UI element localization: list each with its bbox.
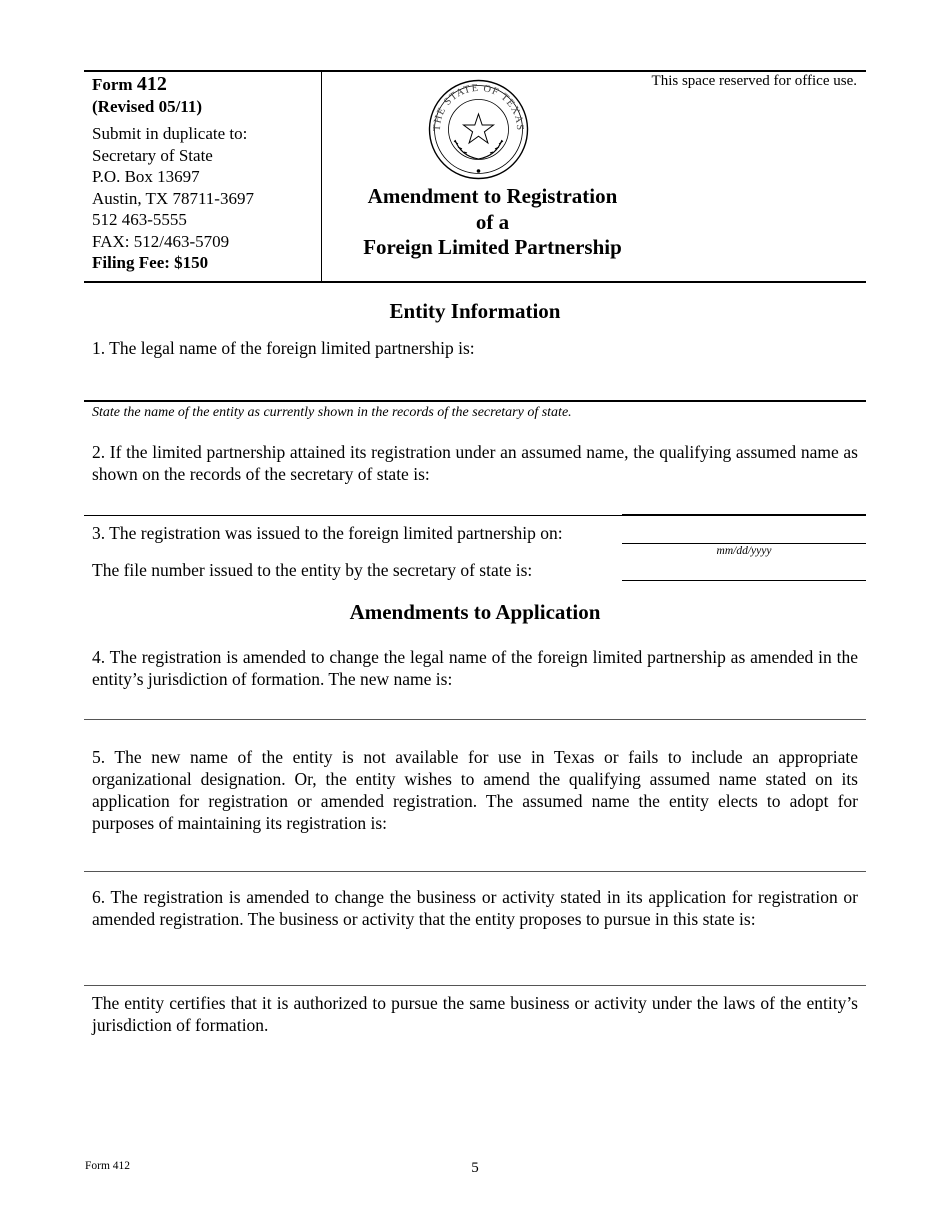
page-number: 5 — [471, 1160, 479, 1176]
title-line: of a — [475, 209, 510, 234]
filing-fee: Filing Fee: $150 — [92, 253, 209, 272]
elected-assumed-name-field[interactable] — [92, 846, 862, 870]
business-activity-field[interactable] — [92, 960, 862, 984]
header-bottom-rule — [84, 281, 866, 283]
title-line: Amendment to Registration — [367, 184, 618, 208]
new-legal-name-field[interactable] — [92, 694, 862, 718]
file-number-label: The file number issued to the entity by the secretary of state is: — [92, 560, 533, 580]
seal-text: THE STATE OF TEXAS — [431, 82, 526, 132]
document-title — [330, 184, 655, 261]
entity-information-heading: Entity Information — [389, 299, 561, 323]
item-3-label: 3. The registration was issued to the foreign limited partnership on: — [92, 523, 563, 543]
revised-date: (Revised 05/11) — [92, 96, 203, 116]
elected-assumed-name-rule — [84, 871, 866, 872]
submit-line: Submit in duplicate to: — [92, 124, 248, 143]
texas-state-seal-icon — [427, 78, 530, 181]
file-number-field[interactable] — [624, 556, 864, 580]
form-number: 412 — [136, 73, 167, 95]
header-top-rule — [84, 70, 866, 72]
svg-text:THE STATE OF TEXAS — [432, 83, 525, 132]
file-number-rule — [622, 580, 866, 581]
form-label: Form — [92, 75, 133, 94]
legal-name-instruction: State the name of the entity as currently shown in the records of the secretary of state. — [92, 405, 572, 420]
submit-line: Secretary of State — [92, 145, 213, 165]
certification-statement: The entity certifies that it is authorized to pursue the same business or activity under the laws of the entity’s jurisdiction of formation. — [92, 993, 858, 1035]
header-divider — [321, 71, 322, 282]
registration-date-rule — [622, 543, 866, 544]
office-use-note: This space reserved for office use. — [651, 73, 857, 89]
submit-line: FAX: 512/463-5709 — [92, 231, 230, 251]
filing-info-block — [92, 74, 317, 274]
item-5-label: 5. The new name of the entity is not available for use in Texas or fails to include an appropriate organizational designation. Or, the entity wishes to amend the qualifying assumed name stated on its application for registration or amended registration. The assumed name the entity elects to adopt for purposes of maintaining its registration is: — [92, 747, 858, 833]
new-legal-name-rule — [84, 719, 866, 720]
item-6-label: 6. The registration is amended to change the business or activity stated in its application for registration or amended registration. The business or activity that the entity proposes to pursue in this state is: — [92, 887, 858, 929]
title-line: Foreign Limited Partnership — [363, 235, 622, 259]
legal-name-field[interactable] — [92, 374, 862, 398]
registration-date-field[interactable] — [624, 518, 864, 542]
submit-line: Austin, TX 78711-3697 — [92, 188, 254, 208]
footer-form-label: Form 412 — [85, 1160, 131, 1172]
submit-line: P.O. Box 13697 — [92, 167, 200, 186]
legal-name-rule — [84, 400, 866, 402]
assumed-name-field[interactable] — [92, 490, 612, 514]
item-2-label: 2. If the limited partnership attained its registration under an assumed name, the qualifying assumed name as shown on the records of the secretary of state is: — [92, 442, 858, 484]
item-4-label: 4. The registration is amended to change the legal name of the foreign limited partnership as amended in the entity’s jurisdiction of formation. The new name is: — [92, 647, 858, 689]
date-format-hint: mm/dd/yyyy — [716, 545, 772, 557]
business-activity-rule — [84, 985, 866, 986]
date-box-top-rule — [622, 514, 866, 516]
amendments-heading: Amendments to Application — [349, 600, 601, 624]
item-1-label: 1. The legal name of the foreign limited partnership is: — [92, 338, 475, 358]
submit-line: 512 463-5555 — [92, 210, 187, 229]
